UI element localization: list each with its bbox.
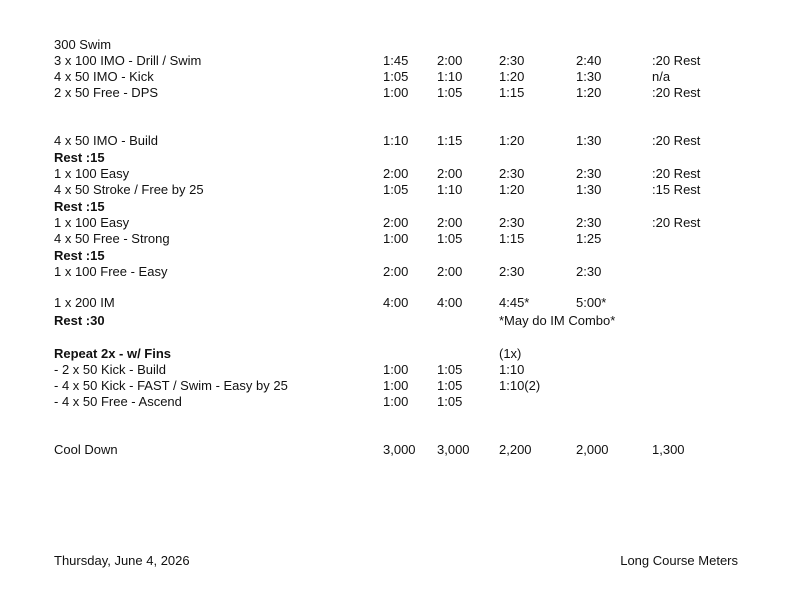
workout-set-label: Rest :30 bbox=[54, 313, 105, 328]
pace-col-4: 1:30 bbox=[576, 69, 602, 84]
workout-set-label: Rest :15 bbox=[54, 199, 105, 214]
pace-col-3: 2:30 bbox=[499, 264, 525, 279]
pace-col-3: *May do IM Combo* bbox=[499, 313, 616, 328]
pace-col-4: 2:40 bbox=[576, 53, 602, 68]
pace-col-3: 1:15 bbox=[499, 231, 525, 246]
rest-col: :15 Rest bbox=[652, 182, 701, 197]
workout-set-label: 3 x 100 IMO - Drill / Swim bbox=[54, 53, 202, 68]
pace-col-4: 2:30 bbox=[576, 166, 602, 181]
table-row bbox=[0, 215, 792, 231]
table-row bbox=[0, 150, 792, 166]
pace-col-1: 1:05 bbox=[383, 182, 409, 197]
rest-col: :20 Rest bbox=[652, 53, 701, 68]
pace-col-2: 2:00 bbox=[437, 215, 463, 230]
pace-col-2: 1:05 bbox=[437, 394, 463, 409]
footer-course: Long Course Meters bbox=[620, 553, 738, 568]
pace-col-1: 1:00 bbox=[383, 378, 409, 393]
pace-col-3: 2:30 bbox=[499, 53, 525, 68]
pace-col-2: 1:10 bbox=[437, 182, 463, 197]
pace-col-2: 1:10 bbox=[437, 69, 463, 84]
pace-col-3: 2:30 bbox=[499, 166, 525, 181]
table-row bbox=[0, 394, 792, 410]
table-row bbox=[0, 248, 792, 264]
pace-col-4: 2:30 bbox=[576, 264, 602, 279]
workout-set-label: Rest :15 bbox=[54, 150, 105, 165]
table-row bbox=[0, 362, 792, 378]
workout-set-label: - 2 x 50 Kick - Build bbox=[54, 362, 166, 377]
pace-col-1: 2:00 bbox=[383, 264, 409, 279]
pace-col-4: 1:25 bbox=[576, 231, 602, 246]
pace-col-3: (1x) bbox=[499, 346, 522, 361]
table-row bbox=[0, 264, 792, 280]
pace-col-1: 1:45 bbox=[383, 53, 409, 68]
table-row bbox=[0, 85, 792, 101]
table-row bbox=[0, 69, 792, 85]
pace-col-4: 1:30 bbox=[576, 182, 602, 197]
pace-col-4: 5:00* bbox=[576, 295, 607, 310]
table-row bbox=[0, 133, 792, 149]
pace-col-2: 2:00 bbox=[437, 264, 463, 279]
workout-set-label: 1 x 100 Easy bbox=[54, 166, 130, 181]
pace-col-2: 3,000 bbox=[437, 442, 470, 457]
pace-col-1: 1:00 bbox=[383, 231, 409, 246]
table-row bbox=[0, 166, 792, 182]
pace-col-3: 1:20 bbox=[499, 69, 525, 84]
rest-col: :20 Rest bbox=[652, 215, 701, 230]
workout-set-label: Cool Down bbox=[54, 442, 118, 457]
rest-col: :20 Rest bbox=[652, 85, 701, 100]
table-row bbox=[0, 378, 792, 394]
footer-date: Thursday, June 4, 2026 bbox=[54, 553, 190, 568]
workout-set-label: 4 x 50 Free - Strong bbox=[54, 231, 170, 246]
table-row bbox=[0, 231, 792, 247]
pace-col-4: 1:20 bbox=[576, 85, 602, 100]
table-row bbox=[0, 346, 792, 362]
pace-col-2: 1:05 bbox=[437, 85, 463, 100]
pace-col-4: 2,000 bbox=[576, 442, 609, 457]
workout-set-label: 1 x 200 IM bbox=[54, 295, 115, 310]
rest-col: :20 Rest bbox=[652, 133, 701, 148]
pace-col-3: 1:10(2) bbox=[499, 378, 541, 393]
table-row bbox=[0, 295, 792, 311]
pace-col-2: 1:05 bbox=[437, 378, 463, 393]
pace-col-2: 1:15 bbox=[437, 133, 463, 148]
table-row bbox=[0, 313, 792, 329]
workout-set-label: Rest :15 bbox=[54, 248, 105, 263]
pace-col-3: 2,200 bbox=[499, 442, 532, 457]
pace-col-3: 4:45* bbox=[499, 295, 530, 310]
workout-set-label: Repeat 2x - w/ Fins bbox=[54, 346, 172, 361]
workout-set-label: 300 Swim bbox=[54, 37, 112, 52]
pace-col-2: 1:05 bbox=[437, 231, 463, 246]
table-row bbox=[0, 182, 792, 198]
table-row bbox=[0, 199, 792, 215]
workout-set-label: 1 x 100 Easy bbox=[54, 215, 130, 230]
pace-col-1: 1:10 bbox=[383, 133, 409, 148]
pace-col-3: 2:30 bbox=[499, 215, 525, 230]
table-row bbox=[0, 442, 792, 458]
workout-set-label: 4 x 50 IMO - Kick bbox=[54, 69, 154, 84]
pace-col-3: 1:20 bbox=[499, 182, 525, 197]
table-row bbox=[0, 37, 792, 53]
pace-col-1: 4:00 bbox=[383, 295, 409, 310]
workout-set-label: 4 x 50 IMO - Build bbox=[54, 133, 159, 148]
pace-col-1: 3,000 bbox=[383, 442, 416, 457]
pace-col-3: 1:20 bbox=[499, 133, 525, 148]
pace-col-1: 2:00 bbox=[383, 215, 409, 230]
pace-col-2: 2:00 bbox=[437, 166, 463, 181]
workout-set-label: 2 x 50 Free - DPS bbox=[54, 85, 159, 100]
pace-col-1: 1:05 bbox=[383, 69, 409, 84]
rest-col: :20 Rest bbox=[652, 166, 701, 181]
pace-col-4: 1:30 bbox=[576, 133, 602, 148]
workout-set-label: - 4 x 50 Free - Ascend bbox=[54, 394, 182, 409]
workout-set-label: 4 x 50 Stroke / Free by 25 bbox=[54, 182, 204, 197]
pace-col-2: 1:05 bbox=[437, 362, 463, 377]
rest-col: n/a bbox=[652, 69, 671, 84]
pace-col-1: 1:00 bbox=[383, 362, 409, 377]
pace-col-3: 1:15 bbox=[499, 85, 525, 100]
pace-col-1: 1:00 bbox=[383, 394, 409, 409]
workout-set-label: - 4 x 50 Kick - FAST / Swim - Easy by 25 bbox=[54, 378, 288, 393]
pace-col-2: 4:00 bbox=[437, 295, 463, 310]
workout-set-label: 1 x 100 Free - Easy bbox=[54, 264, 168, 279]
pace-col-3: 1:10 bbox=[499, 362, 525, 377]
pace-col-2: 2:00 bbox=[437, 53, 463, 68]
table-row bbox=[0, 53, 792, 69]
pace-col-1: 1:00 bbox=[383, 85, 409, 100]
pace-col-4: 2:30 bbox=[576, 215, 602, 230]
pace-col-1: 2:00 bbox=[383, 166, 409, 181]
rest-col: 1,300 bbox=[652, 442, 685, 457]
